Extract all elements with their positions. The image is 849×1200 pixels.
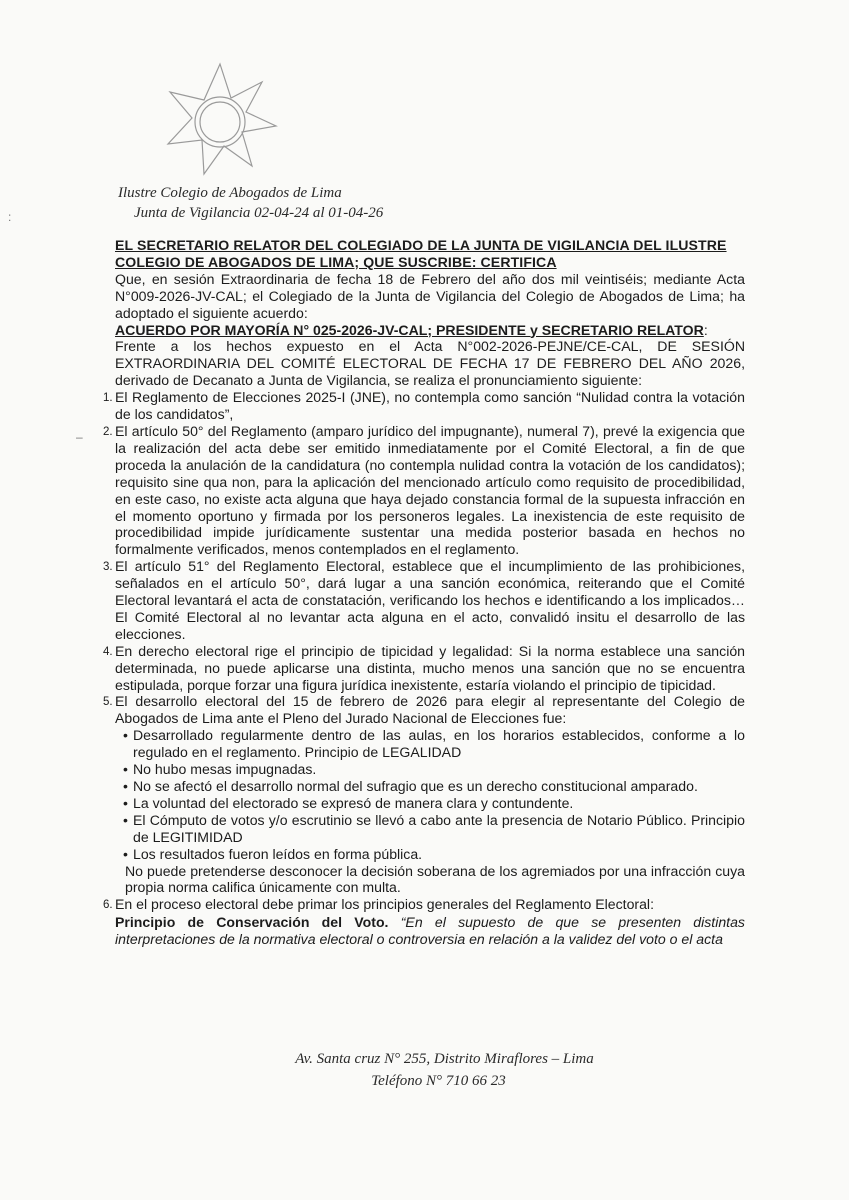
certificate-body <box>103 237 745 948</box>
bullet-text: Desarrollado regularmente dentro de las aulas, en los horarios establecidos, conforme a lo regulado en el reglamento. Principio de LEGALIDAD <box>133 727 745 761</box>
footer-phone: Teléfono N° 710 66 23 <box>371 1073 506 1089</box>
margin-mark: – <box>76 430 83 444</box>
item-number: 1. <box>103 392 113 405</box>
list-item <box>103 558 745 643</box>
item-number: 6. <box>103 899 113 912</box>
certificate-title: EL SECRETARIO RELATOR DEL COLEGIADO DE LA JUNTA DE VIGILANCIA DEL ILUSTRE COLEGIO DE ABOGADOS DE LIMA; QUE SUSCRIBE: CERTIFICA <box>115 237 727 270</box>
bullet-item <box>123 778 745 795</box>
bullet-icon: • <box>123 761 128 778</box>
acuerdo-colon: : <box>703 321 708 338</box>
item-number: 4. <box>103 645 113 658</box>
acuerdo-heading: ACUERDO POR MAYORÍA N° 025-2026-JV-CAL; PRESIDENTE y SECRETARIO RELATOR <box>115 321 704 338</box>
bullet-item <box>123 727 745 761</box>
item-text: El artículo 50° del Reglamento (amparo jurídico del impugnante), numeral 7), prevé la exigencia que la realización del acta debe ser emitido inmediatamente por el Comité Electoral, a fin de que proceda la anulación de la candidatura (no contempla nulidad contra la votación de los candidatos); requisito sine qua non, para la aplicación del mencionado artículo como requisito de procedibilidad, en este caso, no existe acta alguna que haya dejado constancia formal de la supuesta infracción en el momento oportuno y firmada por los personeros legales. La inexistencia de este requisito de procedibilidad impide jurídicamente sustentar una medida posterior basada en hechos no formalmente verificados, menos contemplados en el reglamento. <box>115 422 745 558</box>
list-item <box>103 896 745 914</box>
footer-address: Av. Santa cruz N° 255, Distrito Miraflores – Lima <box>295 1051 594 1067</box>
bullet-list <box>115 727 745 862</box>
bullet-text: No se afectó el desarrollo normal del sufragio que es un derecho constitucional amparado. <box>133 778 698 794</box>
bullet-icon: • <box>123 778 128 794</box>
principle-title: Principio de Conservación del Voto. <box>115 914 389 931</box>
bullet-icon: • <box>123 727 128 744</box>
item-number: 3. <box>103 561 113 574</box>
principle-paragraph <box>115 914 745 948</box>
list-item <box>103 422 745 558</box>
acuerdo-line <box>115 322 745 339</box>
list-item <box>103 642 745 694</box>
page-footer <box>0 1048 849 1092</box>
principle-quote: “En el supuesto de que se presenten distintas interpretaciones de la normativa electoral o controversia en relación a la validez del voto o el acta <box>115 914 745 948</box>
item-text: En el proceso electoral debe primar los principios generales del Reglamento Electoral: <box>115 896 654 913</box>
margin-mark: : <box>8 210 12 224</box>
item-text: El artículo 51° del Reglamento Electoral, establece que el incumplimiento de las prohibiciones, señalados en el artículo 50°, dará lugar a una sanción económica, reiterando que el Comité Electoral levantará el acta de constatación, verificando los hechos e identificando a los implicados…El Comité Electoral al no levantar acta alguna en el acto, convalidó insitu el desarrollo de las elecciones. <box>115 558 745 642</box>
bullet-text: No hubo mesas impugnadas. <box>133 761 317 778</box>
bullet-text: Los resultados fueron leídos en forma pública. <box>133 845 423 862</box>
item-number: 2. <box>103 425 113 438</box>
committee-name: Junta de Vigilancia 02-04-24 al 01-04-26 <box>134 205 384 221</box>
item-text: El Reglamento de Elecciones 2025-I (JNE), no contempla como sanción “Nulidad contra la votación de los candidatos”, <box>115 389 745 423</box>
list-item <box>103 693 745 727</box>
bullet-item <box>123 812 745 846</box>
item-text: El desarrollo electoral del 15 de febrero de 2026 para elegir al representante del Colegio de Abogados de Lima ante el Pleno del Jurado Nacional de Elecciones fue: <box>115 693 745 727</box>
institution-header <box>118 183 383 223</box>
bullet-icon: • <box>123 811 128 828</box>
bullet-item <box>123 846 745 863</box>
intro-paragraph: Que, en sesión Extraordinaria de fecha 18 de Febrero del año dos mil veintiséis; mediante Acta N°009-2026-JV-CAL; el Colegiado de la Junta de Vigilancia del Colegio de Abogados de Lima; ha adoptado el siguiente acuerdo: <box>115 270 745 321</box>
list-item <box>103 389 745 423</box>
bullet-icon: • <box>123 794 128 811</box>
frente-paragraph: Frente a los hechos expuesto en el Acta N°002-2026-PEJNE/CE-CAL, DE SESIÓN EXTRAORDINARIA DEL COMITÉ ELECTORAL DE FECHA 17 DE FEBRERO DEL AÑO 2026, derivado de Decanato a Junta de Vigilancia, se realiza el pronunciamiento siguiente: <box>115 338 745 389</box>
bullet-item <box>123 761 745 778</box>
item-number: 5. <box>103 696 113 709</box>
bullet-text: La voluntad del electorado se expresó de manera clara y contundente. <box>133 794 574 811</box>
bullet-text: El Cómputo de votos y/o escrutinio se llevó a cabo ante la presencia de Notario Público. Principio de LEGITIMIDAD <box>133 811 745 845</box>
item-text: En derecho electoral rige el principio de tipicidad y legalidad: Si la norma establece una sanción determinada, no puede aplicarse una distinta, mucho menos una sanción que no se encuentra estipulada, porque forzar una figura jurídica inexistente, estaría violando el principio de tipicidad. <box>115 642 745 693</box>
after-bullets-paragraph: No puede pretenderse desconocer la decisión soberana de los agremiados por una infracción cuya propia norma califica únicamente con multa. <box>125 862 745 896</box>
bullet-icon: • <box>123 845 128 862</box>
institution-name: Ilustre Colegio de Abogados de Lima <box>118 185 342 201</box>
bullet-item <box>123 795 745 812</box>
seal-star-logo-icon <box>160 60 280 180</box>
